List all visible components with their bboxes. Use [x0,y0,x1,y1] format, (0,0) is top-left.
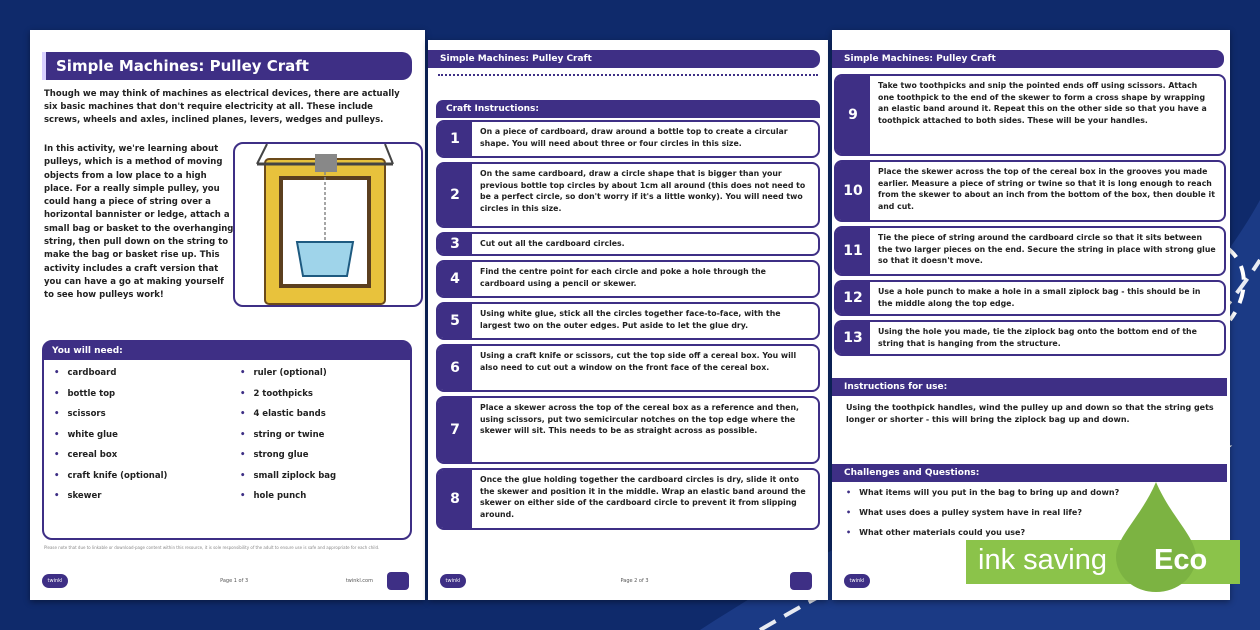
step-item [834,320,1226,356]
page-footer [440,572,816,592]
list-item: • string or twine [240,430,336,451]
step-number: 12 [836,282,870,314]
step-number: 4 [438,262,472,296]
twinkl-logo: twinkl [440,574,466,588]
pulley-craft-illustration [233,142,423,307]
eco-label: Eco [1154,544,1208,576]
step-number: 2 [438,164,472,226]
list-item: • strong glue [240,450,336,471]
step-text: On a piece of cardboard, draw around a bottle top to create a circular shape. You will need about three or four circles in this size. [480,127,788,148]
list-item: • skewer [54,491,167,512]
steps-list [436,120,820,534]
step-item [436,302,820,340]
usage-section [832,378,1227,430]
twinkl-logo: twinkl [844,574,870,588]
list-item: • craft knife (optional) [54,471,167,492]
step-text: On the same cardboard, draw a circle shape that is bigger than your previous bottle top circles by about 1cm all around (this does not need to be a perfect circle, so don't worry if it's a little wonky). You will need two circles in this size. [480,169,806,213]
step-number: 3 [438,234,472,254]
activity-paragraph: In this activity, we're learning about pulleys, which is a method of moving objects from a low place to a high place. For a really simple pulley, you could hang a piece of string over a horizontal bannister or ledge, attach a small bag or basket to the overhanging string, then pull down on the string to make the bag or basket rise up. This activity includes a craft version that you can have a go at making yourself to see how pulleys work! [44,144,234,301]
step-number: 7 [438,398,472,462]
step-text: Cut out all the cardboard circles. [480,239,625,248]
list-item: • What items will you put in the bag to bring up and down? [832,488,1227,508]
eco-badge [966,522,1240,602]
badge-icon [790,572,812,590]
ink-saving-label: ink saving [978,544,1107,576]
list-item: • hole punch [240,491,336,512]
step-item [834,74,1226,156]
step-item [834,226,1226,276]
step-text: Place the skewer across the top of the cereal box in the grooves you made earlier. Measure a piece of string or twine so that it is long enough to reach from the skewer to about an inch from the bottom of the box, then double it and cut. [878,167,1215,211]
list-item: • 4 elastic bands [240,409,336,430]
materials-list-right [240,368,336,512]
step-text: Find the centre point for each circle and poke a hole through the cardboard using a pencil or skewer. [480,267,766,288]
intro-paragraph: Though we may think of machines as electrical devices, there are actually six basic machines that don't require electricity at all. These include screws, wheels and axles, inclined planes, levers, wedges and pulleys. [44,89,400,125]
materials-heading: You will need: [44,342,410,360]
page-number: Page 2 of 3 [620,578,649,584]
list-item: • What other materials could you use? [832,528,1227,548]
step-number: 13 [836,322,870,354]
materials-box [42,340,412,540]
twinkl-logo: twinkl [42,574,68,588]
step-item [436,162,820,228]
list-item: • What uses does a pulley system have in real life? [832,508,1227,528]
step-number: 1 [438,122,472,156]
materials-list-left [54,368,167,512]
page-number: Page 1 of 3 [220,578,249,584]
footer-url: twinkl.com [345,578,373,584]
step-text: Once the glue holding together the cardboard circles is dry, slide it onto the skewer and position it in the middle. Wrap an elastic band around the skewer on either side of the cardboard circle to prevent it from slipping around. [480,475,806,519]
list-item: • small ziplock bag [240,471,336,492]
step-item [436,120,820,158]
usage-heading: Instructions for use: [832,378,1227,396]
step-text: Using white glue, stick all the circles together face-to-face, with the largest two on the outer edges. Put aside to let the glue dry. [480,309,781,330]
step-text: Using the hole you made, tie the ziplock bag onto the bottom end of the string that is hanging from the structure. [878,327,1197,348]
list-item: • bottle top [54,389,167,410]
worksheet-page-2 [428,40,828,600]
step-number: 10 [836,162,870,220]
list-item: • 2 toothpicks [240,389,336,410]
dotted-divider [438,74,818,76]
page-header: Simple Machines: Pulley Craft [428,50,820,68]
step-item [834,160,1226,222]
page-title: Simple Machines: Pulley Craft [42,52,412,80]
step-item [436,468,820,530]
list-item: • scissors [54,409,167,430]
step-item [436,396,820,464]
step-number: 11 [836,228,870,274]
step-item [436,344,820,392]
step-item [834,280,1226,316]
fine-print: Please note that due to linkable or download-page content within this resource, it is sole responsibility of the adult to ensure use is safe and appropriate for each child. [44,545,380,550]
worksheet-page-1 [30,30,425,600]
step-number: 8 [438,470,472,528]
step-item [436,260,820,298]
list-item: • cereal box [54,450,167,471]
step-text: Take two toothpicks and snip the pointed ends off using scissors. Attach one toothpick to the end of the skewer to form a cross shape by wrapping an elastic band around it. Repeat this on the other side so that you have a toothpick attached to both sides. These will be your handles. [878,81,1207,125]
step-number: 9 [836,76,870,154]
step-number: 5 [438,304,472,338]
step-item [436,232,820,256]
instructions-heading: Craft Instructions: [436,100,820,118]
step-text: Use a hole punch to make a hole in a small ziplock bag - this should be in the middle along the top edge. [878,287,1201,308]
page-header: Simple Machines: Pulley Craft [832,50,1224,68]
step-number: 6 [438,346,472,390]
step-text: Tie the piece of string around the cardboard circle so that it sits between the two larger pieces on the end. Secure the string in place with strong glue so that it doesn't move. [878,233,1216,265]
list-item: • ruler (optional) [240,368,336,389]
list-item: • white glue [54,430,167,451]
badge-icon [387,572,409,590]
page-footer [42,572,413,592]
step-text: Using a craft knife or scissors, cut the top side off a cereal box. You will also need to cut out a window on the front face of the cereal box. [480,351,797,372]
list-item: • cardboard [54,368,167,389]
usage-text: Using the toothpick handles, wind the pulley up and down so that the string gets longer or shorter - this will bring the ziplock bag up and down. [846,403,1214,424]
steps-list [834,74,1226,360]
challenges-heading: Challenges and Questions: [832,464,1227,482]
step-text: Place a skewer across the top of the cereal box as a reference and then, using scissors, put two semicircular notches on the top edge where the skewer will sit. This needs to be as straight across as possible. [480,403,799,435]
